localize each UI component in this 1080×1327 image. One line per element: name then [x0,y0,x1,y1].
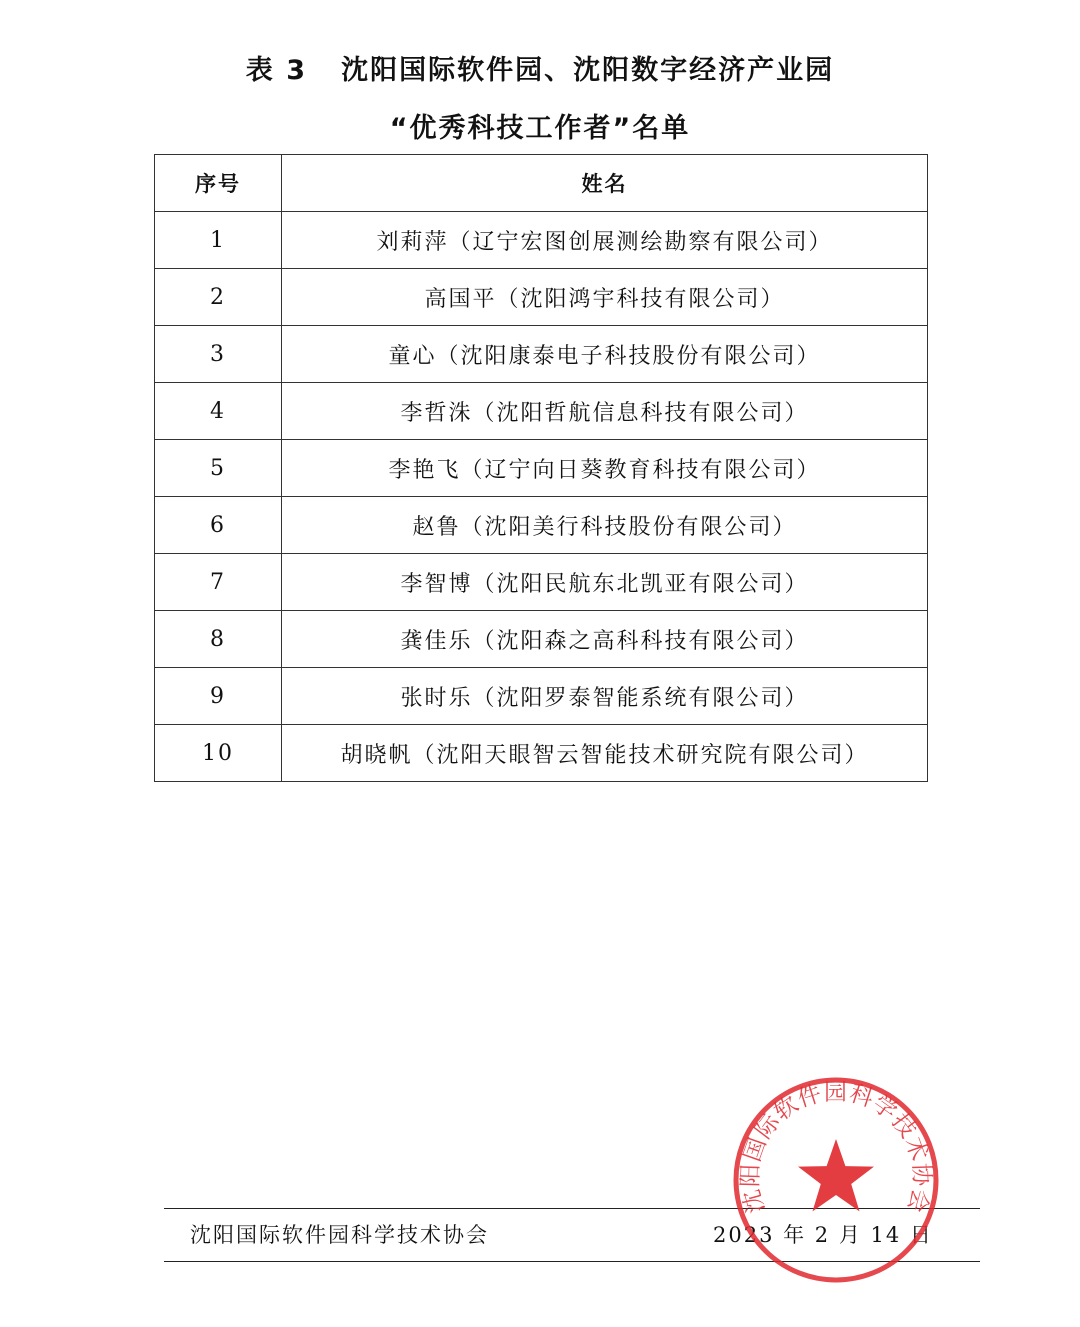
table-row [155,554,928,611]
table-row [155,440,928,497]
row-name: 李哲洙（沈阳哲航信息科技有限公司） [282,383,928,440]
row-name: 胡晓帆（沈阳天眼智云智能技术研究院有限公司） [282,725,928,782]
title-line-1: 表 3 沈阳国际软件园、沈阳数字经济产业园 [245,55,835,86]
row-name: 龚佳乐（沈阳森之高科科技有限公司） [282,611,928,668]
row-number: 8 [155,611,282,668]
table-row [155,497,928,554]
row-number: 1 [155,212,282,269]
table-header-row [155,155,928,212]
row-number: 3 [155,326,282,383]
row-number: 5 [155,440,282,497]
table-row [155,269,928,326]
table-row [155,326,928,383]
table-row [155,668,928,725]
table-row [155,611,928,668]
row-name: 童心（沈阳康泰电子科技股份有限公司） [282,326,928,383]
row-number: 10 [155,725,282,782]
row-name: 李艳飞（辽宁向日葵教育科技有限公司） [282,440,928,497]
row-number: 2 [155,269,282,326]
header-name: 姓名 [282,155,928,212]
table-row [155,725,928,782]
table-row [155,383,928,440]
row-name: 高国平（沈阳鸿宇科技有限公司） [282,269,928,326]
row-name: 李智博（沈阳民航东北凯亚有限公司） [282,554,928,611]
official-seal-stamp [727,1071,945,1289]
row-number: 6 [155,497,282,554]
table-row [155,212,928,269]
footer-date: 2023 年 2 月 14 日 [713,1223,933,1247]
header-number: 序号 [155,155,282,212]
footer-organization: 沈阳国际软件园科学技术协会 [190,1223,489,1247]
awardee-table [154,154,928,782]
row-name: 张时乐（沈阳罗泰智能系统有限公司） [282,668,928,725]
row-number: 9 [155,668,282,725]
row-name: 赵鲁（沈阳美行科技股份有限公司） [282,497,928,554]
row-name: 刘莉萍（辽宁宏图创展测绘勘察有限公司） [282,212,928,269]
seal-text: 沈阳国际软件园科学技术协会 [737,1079,935,1216]
title-line-2: “优秀科技工作者”名单 [389,113,691,144]
row-number: 7 [155,554,282,611]
row-number: 4 [155,383,282,440]
seal-star-icon [798,1139,874,1211]
